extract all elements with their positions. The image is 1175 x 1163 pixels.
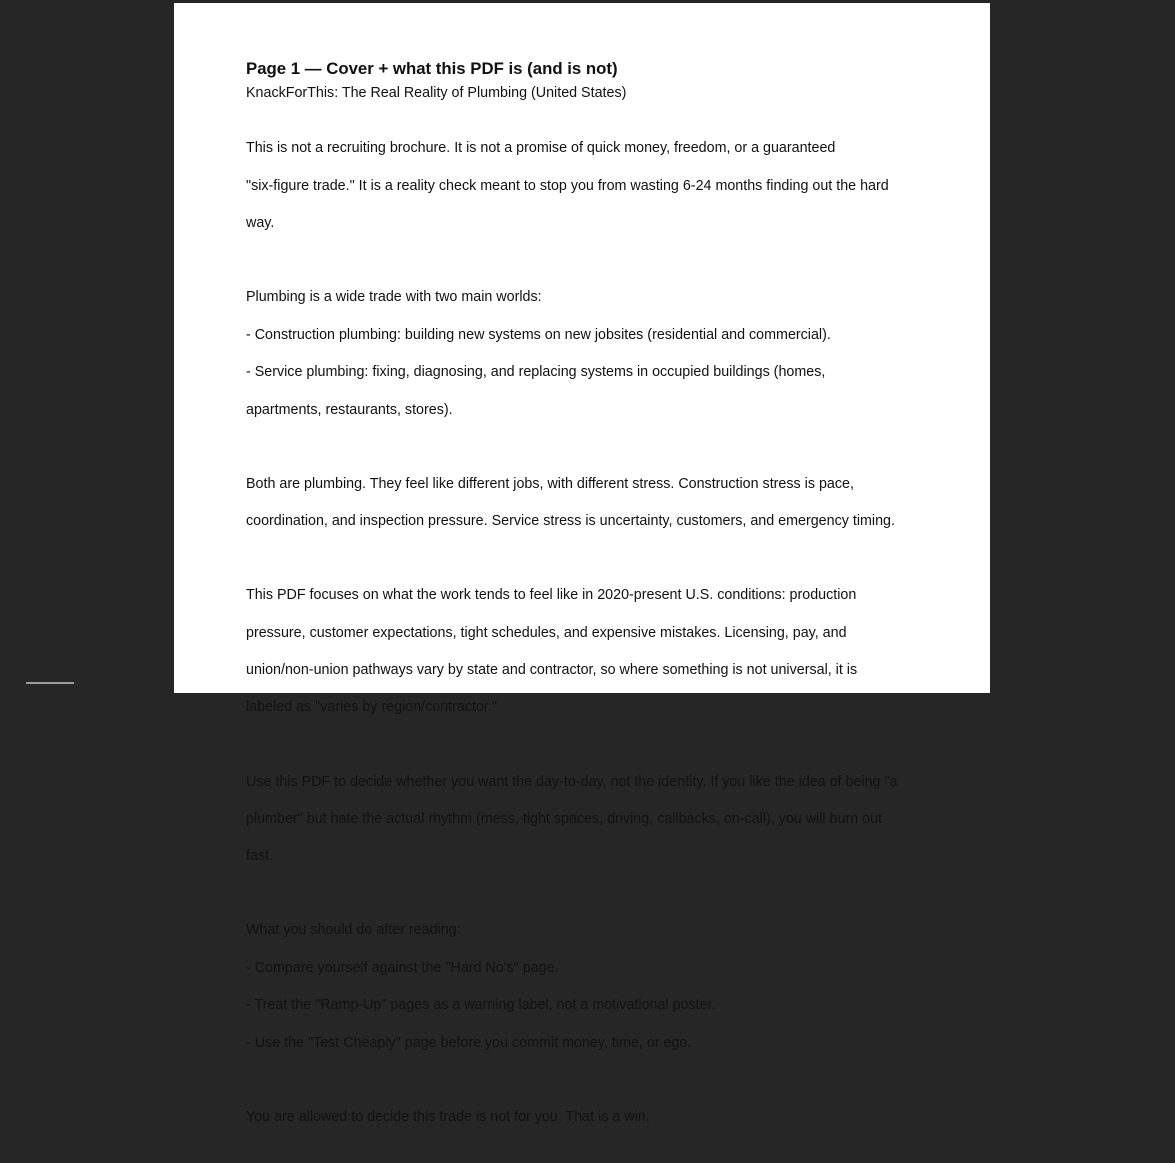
text-line: What you should do after reading: <box>246 922 461 939</box>
text-line: coordination, and inspection pressure. Service stress is uncertainty, customers, and emergency timing. <box>246 513 895 530</box>
page-title: Page 1 — Cover + what this PDF is (and is not) <box>246 59 618 78</box>
document-subtitle: KnackForThis: The Real Reality of Plumbing (United States) <box>246 85 627 101</box>
text-line: way. <box>246 215 275 232</box>
text-line: "six-figure trade." It is a reality check meant to stop you from wasting 6-24 months finding out the hard <box>246 177 889 194</box>
text-line: - Service plumbing: fixing, diagnosing, and replacing systems in occupied buildings (homes, <box>246 364 826 381</box>
text-line: pressure, customer expectations, tight schedules, and expensive mistakes. Licensing, pay, and <box>246 624 847 641</box>
text-line: You are allowed to decide this trade is not for you. That is a win. <box>246 1108 650 1125</box>
text-line: plumber" but hate the actual rhythm (mess, tight spaces, driving, callbacks, on-call), you will burn out <box>246 810 883 827</box>
paragraph <box>246 903 936 1071</box>
paragraph <box>246 567 936 735</box>
paragraph <box>246 121 936 252</box>
paragraph <box>246 754 936 885</box>
text-line: - Compare yourself against the "Hard No's" page. <box>246 959 559 976</box>
text-line: fast. <box>246 848 274 865</box>
page-content <box>246 59 936 1163</box>
text-line: union/non-union pathways vary by state and contractor, so where something is not universal, it is <box>246 661 858 678</box>
text-line: - Treat the "Ramp-Up" pages as a warning label, not a motivational poster. <box>246 997 716 1014</box>
paragraph <box>246 1089 936 1145</box>
text-line: - Use the "Test Cheaply" page before you commit money, time, or ego. <box>246 1034 692 1051</box>
text-line: Use this PDF to decide whether you want the day-to-day, not the identity. If you like the idea of being "a <box>246 773 898 790</box>
text-line: Both are plumbing. They feel like different jobs, with different stress. Construction stress is pace, <box>246 475 854 492</box>
paragraph <box>246 270 936 438</box>
text-line: - Construction plumbing: building new systems on new jobsites (residential and commercial). <box>246 326 831 343</box>
text-line: This is not a recruiting brochure. It is not a promise of quick money, freedom, or a guaranteed <box>246 140 836 157</box>
text-line: apartments, restaurants, stores). <box>246 401 453 418</box>
text-line: Plumbing is a wide trade with two main worlds: <box>246 289 542 306</box>
paragraph <box>246 456 936 550</box>
text-line: This PDF focuses on what the work tends to feel like in 2020-present U.S. conditions: production <box>246 587 857 604</box>
text-line: labeled as "varies by region/contractor." <box>246 699 497 716</box>
pdf-page <box>174 3 990 1125</box>
